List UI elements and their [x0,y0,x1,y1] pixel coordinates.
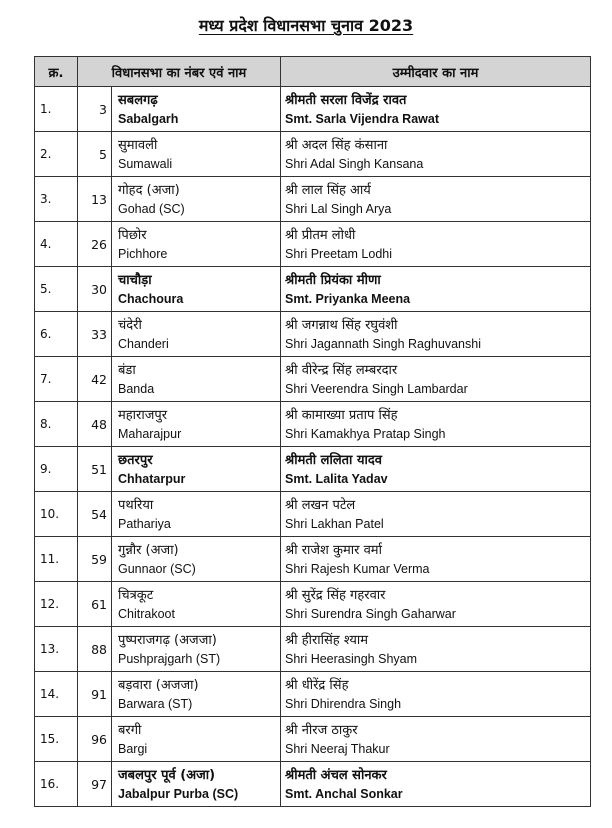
serial-number: 4. [35,222,78,267]
candidate-name-hindi: श्री नीरज ठाकुर [285,722,358,738]
constituency-number: 26 [78,222,112,267]
candidate-name-hindi: श्री लाल सिंह आर्य [285,182,371,198]
candidate-cell [281,447,591,492]
constituency-number: 97 [78,762,112,807]
serial-number: 16. [35,762,78,807]
candidate-name-english: Shri Lal Singh Arya [285,201,392,216]
constituency-name-english: Sabalgarh [118,111,179,126]
candidate-cell [281,267,591,312]
candidate-name-english: Smt. Sarla Vijendra Rawat [285,111,439,126]
constituency-cell [112,582,281,627]
table-row [35,672,591,717]
constituency-name-english: Chitrakoot [118,606,175,621]
constituency-name-hindi: पथरिया [118,497,154,513]
candidate-cell [281,582,591,627]
table-row [35,267,591,312]
table-row [35,762,591,807]
header-candidate: उम्मीदवार का नाम [281,57,591,87]
candidate-name-hindi: श्री लखन पटेल [285,497,356,513]
candidate-name-english: Shri Surendra Singh Gaharwar [285,606,456,621]
candidate-name-english: Smt. Priyanka Meena [285,291,411,306]
serial-number: 12. [35,582,78,627]
constituency-name-hindi: बंडा [118,362,136,378]
constituency-cell [112,447,281,492]
candidate-cell [281,357,591,402]
table-header-row [35,57,591,87]
constituency-number: 96 [78,717,112,762]
constituency-name-hindi: जबलपुर पूर्व (अजा) [118,767,216,783]
candidate-name-english: Shri Jagannath Singh Raghuvanshi [285,336,481,351]
constituency-name-english: Banda [118,381,155,396]
candidate-cell [281,132,591,177]
table-row [35,402,591,447]
candidate-name-hindi: श्री जगन्नाथ सिंह रघुवंशी [285,317,398,333]
candidate-name-hindi: श्रीमती ललिता यादव [285,452,382,468]
constituency-name-english: Chhatarpur [118,471,186,486]
constituency-name-english: Barwara (ST) [118,696,193,711]
serial-number: 11. [35,537,78,582]
candidate-name-hindi: श्री प्रीतम लोधी [285,227,356,243]
constituency-name-english: Chachoura [118,291,184,306]
constituency-name-english: Chanderi [118,336,169,351]
constituency-number: 48 [78,402,112,447]
candidate-cell [281,537,591,582]
constituency-name-hindi: बरगी [118,722,142,738]
constituency-name-hindi: महाराजपुर [118,407,168,423]
table-row [35,582,591,627]
constituency-name-hindi: पिछोर [118,227,147,243]
constituency-number: 61 [78,582,112,627]
serial-number: 6. [35,312,78,357]
candidate-cell [281,402,591,447]
candidate-name-hindi: श्री कामाख्या प्रताप सिंह [285,407,398,423]
candidate-name-hindi: श्री धीरेंद्र सिंह [285,677,349,693]
table-row [35,537,591,582]
constituency-number: 33 [78,312,112,357]
candidate-cell [281,627,591,672]
candidate-name-hindi: श्री वीरेन्द्र सिंह लम्बरदार [285,362,398,378]
constituency-name-hindi: चित्रकूट [118,587,154,603]
constituency-name-hindi: सुमावली [118,137,158,153]
table-row [35,132,591,177]
constituency-cell [112,492,281,537]
header-serial: क्र. [35,57,78,87]
table-row [35,717,591,762]
constituency-cell [112,132,281,177]
candidate-cell [281,762,591,807]
constituency-name-hindi: चंदेरी [118,317,142,333]
constituency-name-hindi: पुष्पराजगढ़ (अजजा) [118,632,217,648]
constituency-name-english: Pathariya [118,516,171,531]
constituency-cell [112,672,281,717]
candidate-name-english: Shri Neeraj Thakur [285,741,390,756]
constituency-number: 13 [78,177,112,222]
constituency-cell [112,762,281,807]
constituency-number: 5 [78,132,112,177]
header-constituency: विधानसभा का नंबर एवं नाम [78,57,281,87]
constituency-name-english: Maharajpur [118,426,182,441]
table-row [35,87,591,132]
serial-number: 10. [35,492,78,537]
candidate-name-english: Shri Adal Singh Kansana [285,156,424,171]
candidate-name-english: Shri Dhirendra Singh [285,696,402,711]
constituency-number: 88 [78,627,112,672]
candidate-cell [281,222,591,267]
candidate-cell [281,672,591,717]
serial-number: 7. [35,357,78,402]
constituency-number: 3 [78,87,112,132]
table-row [35,222,591,267]
serial-number: 8. [35,402,78,447]
constituency-cell [112,312,281,357]
constituency-cell [112,402,281,447]
serial-number: 9. [35,447,78,492]
table-row [35,312,591,357]
table-row [35,627,591,672]
candidate-name-english: Shri Kamakhya Pratap Singh [285,426,446,441]
constituency-cell [112,627,281,672]
candidate-cell [281,717,591,762]
constituency-name-hindi: गुन्नौर (अजा) [118,542,179,558]
serial-number: 3. [35,177,78,222]
constituency-name-hindi: गोहद (अजा) [118,182,180,198]
candidate-name-hindi: श्रीमती अंचल सोनकर [285,767,387,783]
constituency-cell [112,177,281,222]
candidate-name-english: Smt. Anchal Sonkar [285,786,403,801]
constituency-number: 42 [78,357,112,402]
candidate-name-hindi: श्री हीरासिंह श्याम [285,632,369,648]
constituency-name-english: Sumawali [118,156,173,171]
constituency-number: 54 [78,492,112,537]
constituency-number: 51 [78,447,112,492]
constituency-cell [112,87,281,132]
constituency-number: 91 [78,672,112,717]
constituency-number: 59 [78,537,112,582]
constituency-name-english: Gunnaor (SC) [118,561,196,576]
candidate-name-hindi: श्रीमती प्रियंका मीणा [285,272,381,288]
serial-number: 14. [35,672,78,717]
candidate-cell [281,177,591,222]
candidate-name-english: Shri Preetam Lodhi [285,246,393,261]
constituency-name-hindi: चाचौड़ा [118,272,152,288]
candidate-cell [281,312,591,357]
constituency-number: 30 [78,267,112,312]
candidate-name-english: Shri Veerendra Singh Lambardar [285,381,468,396]
candidate-cell [281,87,591,132]
serial-number: 13. [35,627,78,672]
table-row [35,357,591,402]
candidate-name-hindi: श्रीमती सरला विजेंद्र रावत [285,92,407,108]
constituency-cell [112,267,281,312]
candidate-table [34,56,591,807]
constituency-name-english: Pushprajgarh (ST) [118,651,221,666]
constituency-cell [112,357,281,402]
candidate-name-english: Shri Heerasingh Shyam [285,651,418,666]
serial-number: 15. [35,717,78,762]
constituency-cell [112,222,281,267]
candidate-name-hindi: श्री अदल सिंह कंसाना [285,137,388,153]
serial-number: 1. [35,87,78,132]
serial-number: 2. [35,132,78,177]
serial-number: 5. [35,267,78,312]
constituency-name-english: Gohad (SC) [118,201,185,216]
candidate-name-hindi: श्री सुरेंद्र सिंह गहरवार [285,587,386,603]
constituency-cell [112,717,281,762]
constituency-name-english: Bargi [118,741,148,756]
constituency-cell [112,537,281,582]
page-title: मध्य प्रदेश विधानसभा चुनाव 2023 [198,16,414,35]
constituency-name-english: Pichhore [118,246,168,261]
constituency-name-hindi: बड़वारा (अजजा) [118,677,199,693]
table-row [35,492,591,537]
candidate-name-hindi: श्री राजेश कुमार वर्मा [285,542,382,558]
constituency-name-english: Jabalpur Purba (SC) [118,786,239,801]
candidate-name-english: Smt. Lalita Yadav [285,471,388,486]
constituency-name-hindi: छतरपुर [118,452,153,468]
table-row [35,177,591,222]
candidate-name-english: Shri Rajesh Kumar Verma [285,561,430,576]
constituency-name-hindi: सबलगढ़ [118,92,158,108]
candidate-name-english: Shri Lakhan Patel [285,516,384,531]
candidate-cell [281,492,591,537]
table-row [35,447,591,492]
